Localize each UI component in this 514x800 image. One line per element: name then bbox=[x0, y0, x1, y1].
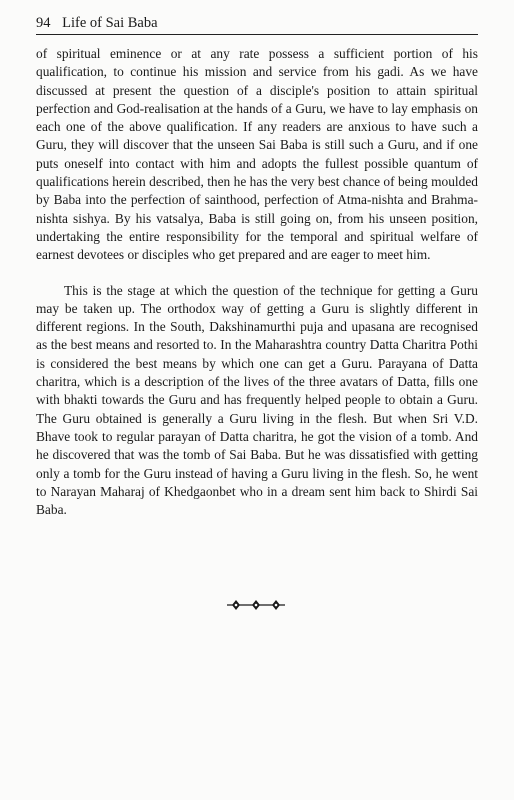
paragraph: of spiritual eminence or at any rate possess a sufficient portion of his qualification, to continue his mission and service from his gadi. As we have discussed at present the question of a disciple's position to attain spiritual perfection and God-realisation at the hands of a Guru, we have to lay emphasis on each one of the above qualification. If any readers are anxious to have such a Guru, they will discover that the unseen Sai Baba is still such a Guru, and if one puts oneself into contact with him and adopts the fullest possible quantum of qualifications herein described, then he has the very best chance of being moulded by Baba into the perfection of sainthood, perfection of Atma-nishta and Brahma-nishta sishya. By his vatsalya, Baba is still going on, from his unseen position, undertaking the entire responsibility for the temporal and spiritual welfare of earnest devotees or disciples who get prepared and are eager to meet him. bbox=[36, 46, 478, 263]
section-end-ornament-icon bbox=[226, 598, 286, 612]
header-rule bbox=[36, 34, 478, 35]
running-head bbox=[36, 14, 478, 32]
paragraph: This is the stage at which the question of the technique for getting a Guru may be taken up. The orthodox way of getting a Guru is slightly different in different regions. In the South, Dakshinamurthi puja and upasana are recognised as the best means and resorted to. In the Maharashtra country Datta Charitra Pothi is considered the best means by which one can get a Guru. Parayana of Datta charitra, which is a description of the lives of the three avatars of Datta, fills one with bhakti towards the Guru and has frequently helped people to obtain a Guru. The Guru obtained is generally a Guru living in the flesh. But when Sri V.D. Bhave took to regular parayan of Datta charitra, he got the vision of a tomb. And he discovered that was the tomb of Sai Baba. But he was dissatisfied with getting only a tomb for the Guru instead of having a Guru living in the flesh. So, he went to Narayan Maharaj of Khedgaonbet who in a dream sent him back to Shirdi Sai Baba. bbox=[36, 282, 478, 518]
running-title: Life of Sai Baba bbox=[62, 15, 158, 31]
body-text bbox=[36, 45, 478, 519]
page-number: 94 bbox=[36, 15, 51, 31]
